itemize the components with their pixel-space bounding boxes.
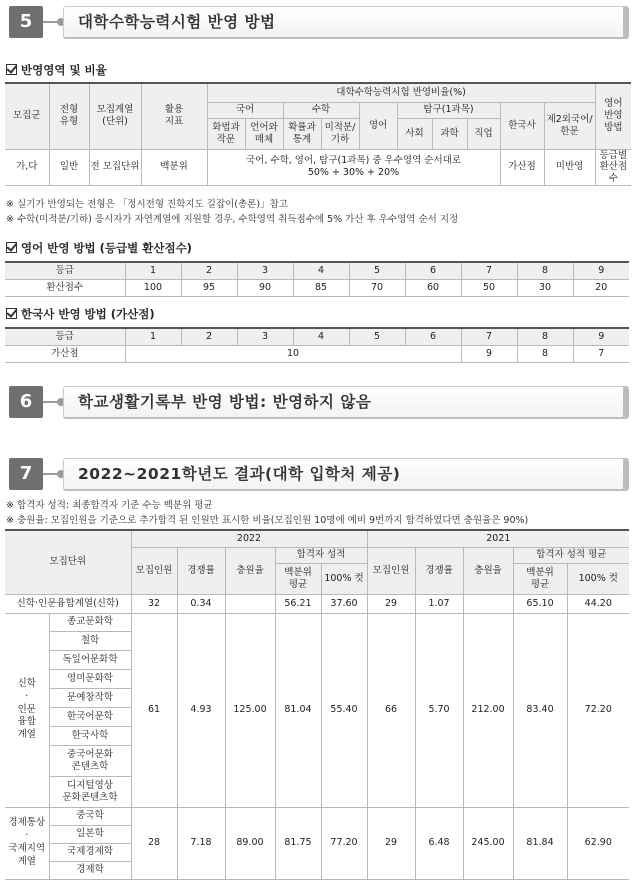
h-history: 한국사 xyxy=(500,102,544,149)
group3-c21: 6.48 xyxy=(415,807,463,879)
row1-f21 xyxy=(463,594,513,613)
hist-grade: 6 xyxy=(405,328,461,345)
english-heading xyxy=(6,240,192,256)
group2-f21: 212.00 xyxy=(463,613,513,807)
group3-a22: 81.75 xyxy=(275,807,321,879)
r-type: 일반 xyxy=(49,149,89,186)
group3-k22: 77.20 xyxy=(321,807,367,879)
eng-grade: 4 xyxy=(293,262,349,279)
section-title: 2022~2021학년도 결과(대학 입학처 제공) xyxy=(78,465,401,483)
result-note-2: ※ 충원율: 모집인원을 기준으로 추가합격 된 인원만 표시한 비율(모집인원 10명에 예비 9번까지 합격하였다면 충원율은 90%) xyxy=(6,515,529,526)
hist-grade: 5 xyxy=(349,328,405,345)
h-k1: 화법과 작문 xyxy=(207,118,245,149)
h-major: 모집계열 (단위) xyxy=(89,83,141,149)
eng-grade: 6 xyxy=(405,262,461,279)
section-title-bar xyxy=(63,386,629,419)
r-ratio-line1: 국어, 수학, 영어, 탐구(1과목) 중 우수영역 순서대로 xyxy=(246,155,461,167)
h-fill-21: 충원율 xyxy=(463,547,513,594)
result-note-1: ※ 합격자 성적: 최종합격자 기준 수능 백분위 평균 xyxy=(6,500,213,511)
eng-score: 20 xyxy=(573,279,629,296)
row1-q22: 32 xyxy=(131,594,177,613)
group2-label: 신학 · 인문 융합 계열 xyxy=(5,613,49,807)
group2-q22: 61 xyxy=(131,613,177,807)
eng-score-label: 환산점수 xyxy=(5,279,125,296)
r-history: 가산점 xyxy=(500,149,544,186)
h-inquiry: 탐구(1과목) xyxy=(397,102,500,118)
results-table xyxy=(5,529,629,880)
r-unit: 가,다 xyxy=(5,149,49,186)
h-ratio-group: 대학수학능력시험 반영비율(%) xyxy=(207,83,595,102)
group2-a22: 81.04 xyxy=(275,613,321,807)
h-unit: 모집군 xyxy=(5,83,49,149)
row1-k22: 37.60 xyxy=(321,594,367,613)
english-heading-text: 영어 반영 방법 (등급별 환산점수) xyxy=(21,241,192,255)
note-1: ※ 실기가 반영되는 전형은 「정시전형 진학지도 길잡이(총론)」참고 xyxy=(6,199,288,210)
section-7-header xyxy=(5,458,629,490)
group3-major: 일본학 xyxy=(49,825,131,843)
group2-major: 디지털영상 문화콘텐츠학 xyxy=(49,776,131,807)
row1-a22: 56.21 xyxy=(275,594,321,613)
group2-c21: 5.70 xyxy=(415,613,463,807)
h-i3: 직업 xyxy=(467,118,500,149)
eng-grade: 7 xyxy=(461,262,517,279)
section-6-header xyxy=(5,386,629,418)
eng-grade-label: 등급 xyxy=(5,262,125,279)
section-number: 6 xyxy=(9,386,43,418)
group3-label: 경제통상 · 국제지역 계열 xyxy=(5,807,49,879)
eng-grade: 9 xyxy=(573,262,629,279)
row1-q21: 29 xyxy=(367,594,415,613)
history-heading xyxy=(6,306,155,322)
group2-major: 한국사학 xyxy=(49,726,131,745)
h-pct-21: 백분위 평균 xyxy=(513,563,567,594)
hist-score-merged: 10 xyxy=(125,345,461,362)
eng-score: 30 xyxy=(517,279,573,296)
h-index: 활용 지표 xyxy=(141,83,207,149)
ratio-heading xyxy=(6,62,107,78)
group3-q21: 29 xyxy=(367,807,415,879)
note-2: ※ 수학(미적분/기하) 응시자가 자연계열에 지원할 경우, 수학영역 취득점수에 5% 가산 후 우수영역 순서 지정 xyxy=(6,214,459,225)
eng-grade: 1 xyxy=(125,262,181,279)
section-title: 학교생활기록부 반영 방법: 반영하지 않음 xyxy=(78,393,372,411)
section-number: 5 xyxy=(9,6,43,38)
hist-grade: 4 xyxy=(293,328,349,345)
eng-score: 60 xyxy=(405,279,461,296)
hist-score: 8 xyxy=(517,345,573,362)
hist-grade: 1 xyxy=(125,328,181,345)
eng-score: 100 xyxy=(125,279,181,296)
h-unit: 모집단위 xyxy=(5,530,131,594)
h-score-22: 합격자 성적 xyxy=(275,547,367,563)
h-quota-21: 모집인원 xyxy=(367,547,415,594)
r-index: 백분위 xyxy=(141,149,207,186)
group2-major: 영미문화학 xyxy=(49,669,131,688)
row1-unit: 신학·인문융합계열(신학) xyxy=(5,594,131,613)
r-ratio-line2: 50% + 30% + 20% xyxy=(307,167,400,179)
r-eng-method: 등급별 환산점수 xyxy=(595,149,631,186)
hist-grade-label: 등급 xyxy=(5,328,125,345)
h-cut-21: 100% 컷 xyxy=(567,563,629,594)
group2-major: 독일어문화학 xyxy=(49,650,131,669)
group3-q22: 28 xyxy=(131,807,177,879)
h-i2: 과학 xyxy=(432,118,467,149)
group2-major: 문예창작학 xyxy=(49,688,131,707)
h-foreign: 제2외국어/ 한문 xyxy=(544,102,595,149)
h-i1: 사회 xyxy=(397,118,432,149)
english-score-table xyxy=(5,261,629,297)
checkbox-icon xyxy=(6,242,17,253)
group3-f22: 89.00 xyxy=(225,807,275,879)
h-k2: 언어와 매체 xyxy=(245,118,283,149)
h-comp-22: 경쟁률 xyxy=(177,547,225,594)
h-cut-22: 100% 컷 xyxy=(321,563,367,594)
group2-f22: 125.00 xyxy=(225,613,275,807)
hist-score: 9 xyxy=(461,345,517,362)
section-5-header xyxy=(5,6,629,38)
section-title-bar xyxy=(63,458,629,491)
h-fill-22: 충원율 xyxy=(225,547,275,594)
history-score-table xyxy=(5,327,629,363)
h-year-2022: 2022 xyxy=(131,530,367,547)
h-english: 영어 xyxy=(359,102,397,149)
csat-ratio-table xyxy=(5,82,631,186)
r-foreign: 미반영 xyxy=(544,149,595,186)
eng-score: 50 xyxy=(461,279,517,296)
history-heading-text: 한국사 반영 방법 (가산점) xyxy=(21,307,155,321)
group3-f21: 245.00 xyxy=(463,807,513,879)
checkbox-icon xyxy=(6,308,17,319)
hist-grade: 3 xyxy=(237,328,293,345)
r-major: 전 모집단위 xyxy=(89,149,141,186)
eng-score: 95 xyxy=(181,279,237,296)
hist-grade: 8 xyxy=(517,328,573,345)
eng-grade: 2 xyxy=(181,262,237,279)
hist-score: 7 xyxy=(573,345,629,362)
h-comp-21: 경쟁률 xyxy=(415,547,463,594)
group2-major: 종교문화학 xyxy=(49,613,131,631)
group3-c22: 7.18 xyxy=(177,807,225,879)
group3-a21: 81.84 xyxy=(513,807,567,879)
h-math: 수학 xyxy=(283,102,359,118)
eng-grade: 8 xyxy=(517,262,573,279)
hist-grade: 2 xyxy=(181,328,237,345)
row1-f22 xyxy=(225,594,275,613)
h-pct-22: 백분위 평균 xyxy=(275,563,321,594)
section-title: 대학수학능력시험 반영 방법 xyxy=(78,13,276,31)
group3-major: 국제경제학 xyxy=(49,843,131,861)
h-m2: 미적분/ 기하 xyxy=(321,118,359,149)
eng-grade: 5 xyxy=(349,262,405,279)
h-eng-method: 영어 반영 방법 xyxy=(595,83,631,149)
group2-q21: 66 xyxy=(367,613,415,807)
group2-k21: 72.20 xyxy=(567,613,629,807)
section-number: 7 xyxy=(9,458,43,490)
hist-grade: 9 xyxy=(573,328,629,345)
row1-c22: 0.34 xyxy=(177,594,225,613)
group2-a21: 83.40 xyxy=(513,613,567,807)
eng-score: 85 xyxy=(293,279,349,296)
eng-grade: 3 xyxy=(237,262,293,279)
group2-k22: 55.40 xyxy=(321,613,367,807)
group2-major: 한국어문학 xyxy=(49,707,131,726)
ratio-heading-text: 반영영역 및 비율 xyxy=(21,63,107,77)
hist-score-label: 가산점 xyxy=(5,345,125,362)
row1-c21: 1.07 xyxy=(415,594,463,613)
row1-a21: 65.10 xyxy=(513,594,567,613)
eng-score: 70 xyxy=(349,279,405,296)
h-score-avg-21: 합격자 성적 평균 xyxy=(513,547,629,563)
group2-major: 철학 xyxy=(49,631,131,650)
h-type: 전형 유형 xyxy=(49,83,89,149)
group2-c22: 4.93 xyxy=(177,613,225,807)
h-quota-22: 모집인원 xyxy=(131,547,177,594)
h-year-2021: 2021 xyxy=(367,530,629,547)
r-ratio xyxy=(207,149,500,186)
checkbox-icon xyxy=(6,64,17,75)
section-title-bar xyxy=(63,6,629,39)
h-korean: 국어 xyxy=(207,102,283,118)
group3-k21: 62.90 xyxy=(567,807,629,879)
row1-k21: 44.20 xyxy=(567,594,629,613)
group3-major: 중국학 xyxy=(49,807,131,825)
eng-score: 90 xyxy=(237,279,293,296)
h-m1: 확률과 통계 xyxy=(283,118,321,149)
hist-grade: 7 xyxy=(461,328,517,345)
group3-major: 경제학 xyxy=(49,861,131,879)
group2-major: 중국어문화 콘텐츠학 xyxy=(49,745,131,776)
